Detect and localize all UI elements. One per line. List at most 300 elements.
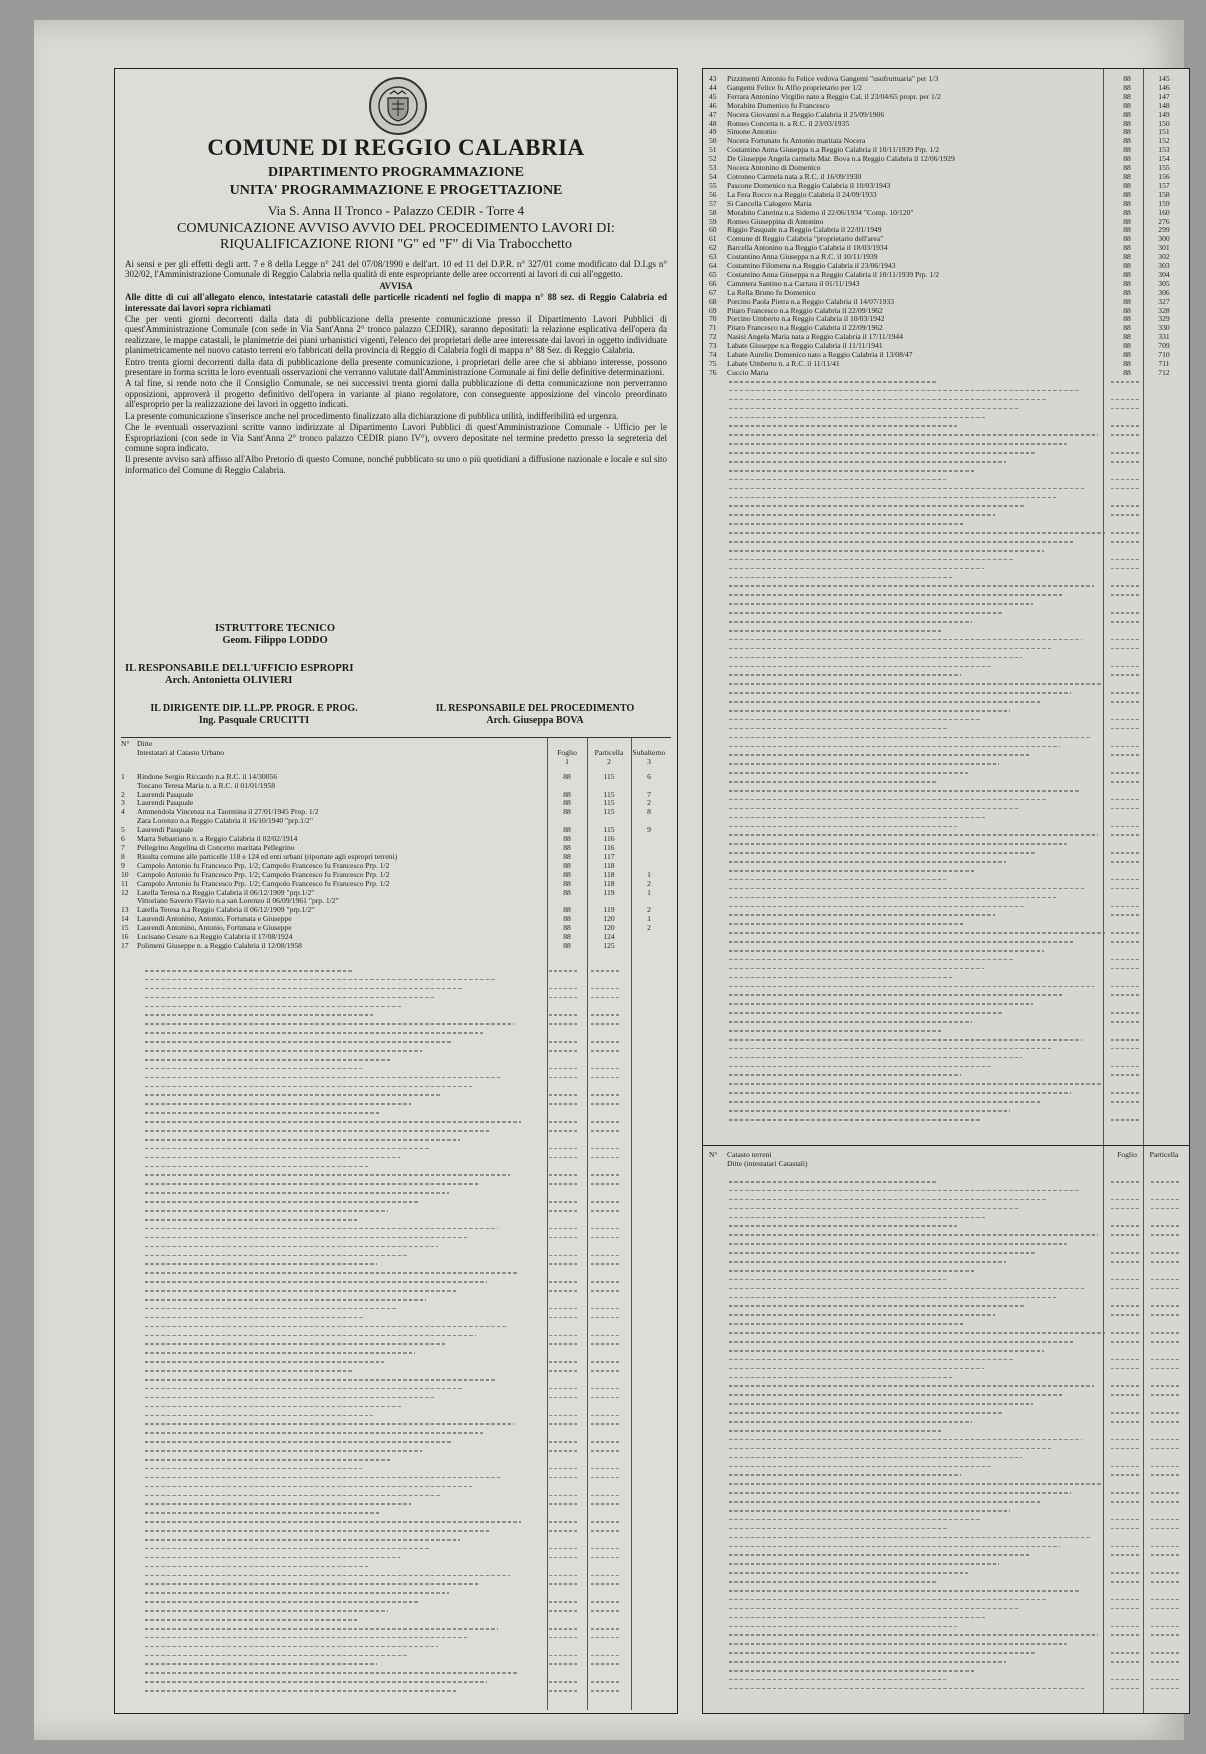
table-cell: 88 [563,860,571,870]
illegible-rows [145,970,525,1706]
table-cell: 75 [709,359,717,368]
table-cell: 88 [563,932,571,942]
table-cell: 88 [1123,163,1131,173]
table-cell: 73 [709,341,717,351]
table-cell: Ferrara Antonino Virgilio nato a Reggio Cal. il 23/04/65 propr. per 1/2 [727,92,941,101]
avvisa-heading: AVVISA [379,280,413,291]
table-cell: 157 [1158,180,1170,190]
table-cell: Morabito Caterina n.a Siderno il 22/06/1934 "Comp. 10/120" [727,208,914,217]
table-cell: 2 [647,798,651,808]
table-row [709,262,1183,271]
table-cell: 6 [121,834,125,844]
table-cell: 88 [1123,216,1131,226]
table-cell: Laurendi Antonino, Antonio, Fortunata e Giuseppe [137,924,292,933]
table-cell: 88 [1123,359,1131,368]
table-row [121,773,671,782]
table-cell: 88 [1123,154,1131,164]
table-row [709,307,1183,316]
table-divider [703,1145,1189,1146]
table-cell: Campolo Antonio fu Francesco Prp. 1/2; Campolo Francesco fu Francesco Prp. 1/2 [137,879,390,888]
table-cell: 60 [709,225,717,235]
table-cell: 88 [1123,198,1131,208]
table-cell: Marra Sebastiano n. a Reggio Calabria il 02/02/1914 [137,835,298,844]
table-cell [631,844,667,853]
table-cell: Vittoriano Saverio Flavio n.a san Lorenzo il 06/09/1961 "prp. 1/2" [137,897,339,906]
table-cell: 158 [1158,189,1170,199]
table-cell: 56 [709,189,717,199]
table-cell: 159 [1158,198,1170,208]
catasto-urbano-table [121,737,671,1710]
table-cell: 88 [1123,207,1131,217]
table-cell: 88 [1123,296,1131,306]
table-cell: Pellegrino Angelina di Concetto maritata Pellegrino [137,843,295,852]
table-cell: Pitaro Francesco n.a Reggio Calabria il 22/09/1962 [727,324,883,333]
table-cell: 88 [1123,278,1131,288]
table-cell: 88 [1123,171,1131,181]
table-cell: 2 [647,923,651,933]
table-cell: 156 [1158,171,1170,181]
espropri-signature: IL RESPONSABILE DELL'UFFICIO ESPROPRI Arch. Antonietta OLIVIERI [125,663,354,686]
table-cell: 48 [709,118,717,128]
table-cell: 88 [563,851,571,861]
table-cell: 152 [1158,136,1170,146]
table-cell: 1 [121,771,125,781]
table-cell: 2 [647,878,651,888]
table-cell: 53 [709,163,717,173]
table-cell: 88 [563,905,571,915]
table-row [709,155,1183,164]
table-cell: 115 [603,789,615,799]
table-row [709,93,1183,102]
table-row [709,226,1183,235]
table-cell: 10 [121,869,129,879]
table-cell: Cammera Santino n.a Carrara il 01/11/1943 [727,279,860,288]
illegible-rows [729,1181,1109,1707]
table-cell: 15 [121,923,129,933]
table-cell: 125 [603,940,615,950]
table-cell: 62 [709,243,717,253]
table-cell: 88 [1123,145,1131,155]
table-cell: 88 [1123,350,1131,360]
table-row [121,826,671,835]
intro-paragraph: Ai sensi e per gli effetti degli artt. 7 e 8 della Legge n° 241 del 07/08/1990 e dell'art. 10 ed 11 del D.P.R. n° 327/01 come modificato dal D.Lgs n° 302/02, l'Amministrazione Comunale di Reggio Calabria nella qualità di ente espropriante delle aree occorrenti ai lavori di cui all'oggetto. [125,259,667,280]
dirigente-signature: IL DIRIGENTE DIP. LL.PP. PROGR. E PROG. Ing. Pasquale CRUCITTI [150,703,358,726]
table-cell: 64 [709,261,717,271]
table-cell: 117 [603,851,615,861]
recipients-paragraph: Alle ditte di cui all'allegato elenco, intestatarie catastali delle particelle ricadenti nel foglio di mappa n° 88 sez. di Reggio Calabria ed interessate dai lavori sopra richiamati [125,292,667,313]
table-cell: Pitaro Francesco n.a Reggio Calabria il 22/09/1962 [727,306,883,315]
table-cell: Costantino Anna Giuseppa n.a Reggio Calabria il 10/11/1939 Prp. 1/2 [727,146,940,155]
table-cell: 46 [709,100,717,110]
table-cell: Cuccio Maria [727,368,769,377]
table-cell: 88 [563,842,571,852]
table-row [709,369,1183,378]
office-address: Via S. Anna II Tronco - Palazzo CEDIR - Torre 4 [267,203,525,218]
table-cell: 88 [1123,367,1131,377]
table-row [709,324,1183,333]
table-cell: 118 [603,860,615,870]
table-row [121,862,671,871]
table-cell: 115 [603,807,615,817]
table-cell: 71 [709,323,717,333]
table-cell: 17 [121,940,129,950]
table-row [121,924,671,933]
table-cell: 115 [603,798,615,808]
table-cell: 88 [1123,252,1131,262]
table-row [709,137,1183,146]
table-cell: 150 [1158,118,1170,128]
table-cell: Gangemi Felice fu Alfio proprietario per 1/2 [727,83,862,92]
table-cell: 120 [603,923,615,933]
table-cell: 115 [603,771,615,781]
table-cell: 88 [563,798,571,808]
table-row [709,244,1183,253]
department-title: DIPARTIMENTO PROGRAMMAZIONE [267,165,525,180]
page-title: COMUNE DI REGGIO CALABRIA [207,135,585,160]
newspaper-sheet [34,20,1184,1740]
table-cell: Romeo Giuseppina di Antonino [727,217,824,226]
table-cell: 149 [1158,109,1170,119]
right-table-body [709,75,1183,378]
table-cell: 328 [1158,305,1170,315]
table-cell: 88 [1123,323,1131,333]
table-cell: Labate Giuseppe n.a Reggio Calabria il 11/11/1941 [727,342,883,351]
table-cell: 1 [647,887,651,897]
table-row [709,298,1183,307]
table-cell: 88 [563,807,571,817]
table-cell: 118 [603,878,615,888]
table-cell: 331 [1158,332,1170,342]
table-cell: Barcella Antonino n.a Reggio Calabria il 18/03/1934 [727,244,888,253]
table-cell: Romeo Concetta n. a R.C. il 23/03/1935 [727,119,850,128]
table-row [709,280,1183,289]
table-cell: Laurendi Pasquale [137,826,194,835]
table-row [709,360,1183,369]
table-cell: 151 [1158,127,1170,137]
table-row [709,84,1183,93]
table-row [709,253,1183,262]
table-cell: 116 [603,842,615,852]
table-cell: Campolo Antonio fu Francesco Prp. 1/2; Campolo Francesco fu Francesco Prp. 1/2 [137,861,390,870]
table-cell: 299 [1158,225,1170,235]
table-cell: Nocera Giovanni n.a Reggio Calabria il 25/09/1906 [727,110,885,119]
table-cell: 147 [1158,91,1170,101]
table-cell: Ammendola Vincenza n.a Taormina il 27/01/1945 Prop. 1/2 [137,808,319,817]
table-cell: 88 [1123,234,1131,244]
table-cell: 44 [709,82,717,92]
table-row [709,200,1183,209]
table-cell: 118 [603,869,615,879]
table-cell: Nocera Antonino di Domenico [727,164,821,173]
table-row [709,333,1183,342]
table-cell: Nasisi Angela Maria nata a Reggio Calabria il 17/11/1944 [727,333,904,342]
table-cell: 88 [1123,261,1131,271]
table-cell: 74 [709,350,717,360]
table-cell: Labate Aurelio Domenico nato a Reggio Calabria il 13/08/47 [727,351,913,360]
table-cell: 88 [1123,189,1131,199]
table-cell: 1 [647,914,651,924]
table-row [709,315,1183,324]
table-cell: Costantino Anna Giuseppa n.a R.C. il 10/11/1939 [727,253,878,262]
table-cell: 88 [563,940,571,950]
table-cell: 88 [1123,100,1131,110]
table-cell: 88 [563,887,571,897]
table-row [709,182,1183,191]
table-cell: 302 [1158,252,1170,262]
table-cell: Pascone Domenico n.a Reggio Calabria il 10/03/1943 [727,181,891,190]
table-row [121,897,671,906]
table-cell: Cotroneo Carmela nata a R.C. il 16/09/1930 [727,172,862,181]
table-row [121,853,671,862]
illegible-rows [729,381,1109,1141]
table-row [121,817,671,826]
table-cell: 9 [121,860,125,870]
table-row [121,844,671,853]
table-row [709,191,1183,200]
table-row [121,933,671,942]
table-cell: 67 [709,287,717,297]
table-row [121,791,671,800]
table-cell: 119 [603,905,615,915]
table-cell: 58 [709,207,717,217]
table-cell: 116 [603,834,615,844]
table-cell: 8 [647,807,651,817]
istruttore-signature: ISTRUTTORE TECNICO Geom. Filippo LODDO [214,623,336,646]
table-cell: 54 [709,171,717,181]
table-cell: Polimeni Giuseppe n. a Reggio Calabria il 12/08/1958 [137,941,302,950]
table-row [709,342,1183,351]
table-cell: Riggio Pasquale n.a Reggio Calabria il 22/01/1949 [727,226,882,235]
table-row [709,173,1183,182]
table-cell: 14 [121,914,129,924]
table-cell: 88 [1123,118,1131,128]
notice-column [114,68,678,1714]
catasto-terreni-header: N° Catasto terreni Foglio Particella Ditte (intestatari Catastali) [709,1151,1179,1168]
table-cell: 5 [121,825,125,835]
table-cell: 88 [1123,314,1131,324]
table-row [121,880,671,889]
table-row [709,271,1183,280]
table-row [709,146,1183,155]
table-cell: 11 [121,878,129,888]
table-row [709,351,1183,360]
municipal-crest-icon [369,77,427,135]
table-cell: Morabito Domenico fu Francesco [727,101,830,110]
table-row [709,75,1183,84]
table-cell: 8 [121,851,125,861]
table-cell: 88 [563,834,571,844]
table-cell: 52 [709,154,717,164]
table-cell: Costantino Anna Giuseppa n.a Reggio Calabria il 10/11/1939 Prp. 1/2 [727,270,940,279]
table-cell: 13 [121,905,129,915]
table-row [121,871,671,880]
publication-paragraph: Il presente avviso sarà affisso all'Albo Pretorio di questo Comune, nonché pubblicato su uno o più quotidiani a diffusione nazionale e locale e sul sito informatico del Comune di Reggio Calabria. [125,454,667,475]
table-cell: 88 [1123,75,1131,83]
table-cell: 88 [1123,127,1131,137]
table-cell: Porcino Umberto n.a Reggio Calabria il 10/03/1942 [727,315,885,324]
table-cell: 88 [1123,180,1131,190]
table-cell: Pizzimenti Antonio fu Felice vedova Gangemi "usufruttuaria" per 1/3 [727,75,939,83]
table-cell: Lucisano Cesare n.a Reggio Calabria il 17/08/1924 [137,933,293,942]
table-cell: 146 [1158,82,1170,92]
table-cell: 154 [1158,154,1170,164]
table-row [709,235,1183,244]
table-cell: 76 [709,367,717,377]
table-cell: 9 [647,825,651,835]
table-cell: 88 [563,869,571,879]
table-cell: 88 [1123,332,1131,342]
table-cell: Zara Lorenzo n.a Reggio Calabria il 16/10/1940 "prp.1/2" [137,817,313,826]
table-cell: 3 [121,798,125,808]
table-cell: 65 [709,269,717,279]
table-row [709,102,1183,111]
table-cell: 709 [1158,341,1170,351]
table-cell: 7 [647,789,651,799]
table-header: N° Ditte [121,739,153,748]
unit-title: UNITA' PROGRAMMAZIONE E PROGETTAZIONE [229,183,563,198]
table-cell: 72 [709,332,717,342]
table-cell: 115 [603,825,615,835]
table-cell: 88 [1123,341,1131,351]
table-cell: Latella Teresa n.a Reggio Calabria il 06/12/1909 "prp.1/2" [137,888,315,897]
table-cell: 88 [563,923,571,933]
table-cell: 329 [1158,314,1170,324]
notice-body [125,259,667,643]
table-cell: Labate Umberto n. a R.C. il 11/11/41 [727,360,840,368]
table-row [709,128,1183,137]
table-cell: 300 [1158,234,1170,244]
table-header-numbers: 1 2 3 [565,756,651,766]
table-cell: 88 [1123,243,1131,253]
table-row [121,835,671,844]
table-cell: 2 [121,789,125,799]
table-cell: 155 [1158,163,1170,173]
table-cell: Simone Antonio [727,128,777,137]
table-cell: La Rella Bruno fu Domenico [727,288,816,297]
table-cell: La Fera Rocco n.a Reggio Calabria il 24/09/1933 [727,190,877,199]
table-row [709,164,1183,173]
table-cell: 88 [563,771,571,781]
council-paragraph: A tal fine, si rende noto che il Consiglio Comunale, se nei successivi trenta giorni dalla pubblicazione di detta comunicazione non perverranno opposizioni, approverà il progetto definitivo dell'opera in variante al piano regolatore, con conseguente apposizione del vincolo preordinato all'esproprio per la realizzazione dei lavori in oggetto indicati. [125,378,667,410]
table-cell: 145 [1158,75,1170,83]
table-body [121,773,671,951]
table-cell: 160 [1158,207,1170,217]
table-cell: 119 [603,887,615,897]
table-cell: 1 [647,869,651,879]
table-cell: 88 [1123,82,1131,92]
deposit-paragraph: Che per venti giorni decorrenti dalla data di pubblicazione della presente comunicazione presso il Dipartimento Lavori Pubblici di quest'Amministrazione Comunale (con sede in Via Sant'Anna 2° tronco palazzo CEDIR), saranno depositati: la relazione esplicativa dell'opera da realizzare, le mappe catastali, le planimetrie dei piani urbanistici vigenti, l'elenco dei proprietari delle aree interessate dai lavori in oggetto individuate planimetricamente nel nuovo catasto terreni e/o fabbricati della provincia di Reggio di Calabria fogli di mappa n° 88 Sez. di Reggio Calabria. [125,314,667,356]
table-header-sub: Intestatari al Catasto Urbano Foglio Particella Subalterno [137,747,666,757]
table-row [709,289,1183,298]
table-row [121,782,671,791]
table-cell: 711 [1158,359,1170,368]
table-row [709,209,1183,218]
table-cell: 55 [709,180,717,190]
table-cell: 148 [1158,100,1170,110]
table-cell: Laurendi Antonino, Antonio, Fortunata e Giuseppe [137,915,292,924]
table-cell: Si Cancella Calogero Maria [727,199,812,208]
table-cell: 710 [1158,350,1170,360]
table-cell: 68 [709,296,717,306]
table-cell: 88 [563,914,571,924]
table-row [121,942,671,951]
table-cell: Campolo Antonio fu Francesco Prp. 1/2; Campolo Francesco fu Francesco Prp. 1/2 [137,870,390,879]
table-cell: 57 [709,198,717,208]
table-cell: Laurendi Pasquale [137,799,194,808]
table-cell: 4 [121,807,125,817]
table-row [121,799,671,808]
table-cell: 327 [1158,296,1170,306]
table-cell: 12 [121,887,129,897]
table-cell: Nocera Fortunato fu Antonio maritata Nocera [727,137,866,146]
subject-line-1: COMUNICAZIONE AVVISO AVVIO DEL PROCEDIMENTO LAVORI DI: [177,221,615,236]
table-cell: 50 [709,136,717,146]
table-cell: 59 [709,216,717,226]
table-cell [631,942,667,951]
table-cell: 124 [603,932,615,942]
table-cell: 51 [709,145,717,155]
table-cell [631,853,667,862]
table-cell: 63 [709,252,717,262]
table-cell: 303 [1158,261,1170,271]
table-cell: 276 [1158,216,1170,226]
table-cell: Porcino Paola Pietra n.a Reggio Calabria il 14/07/1933 [727,297,895,306]
table-cell: 330 [1158,323,1170,333]
table-cell: 61 [709,234,717,244]
table-row [121,906,671,915]
table-cell: 70 [709,314,717,324]
table-cell [631,933,667,942]
table-cell: 88 [563,878,571,888]
table-cell: 305 [1158,278,1170,288]
table-cell: 47 [709,109,717,119]
table-cell: 88 [1123,136,1131,146]
address-paragraph: Che le eventuali osservazioni scritte vanno indirizzate al Dipartimento Lavori Pubblici di quest'Amministrazione Comunale - Ufficio per le Espropriazioni (con sede in Via Sant'Anna 2° tronco palazzo CEDIR piano IV°), ovvero depositate nel termine predetto presso la segreteria del comune sopra indicato. [125,422,667,453]
table-cell: 712 [1158,367,1170,377]
table-cell: Costantino Filomena n.a Reggio Calabria il 23/06/1943 [727,262,896,271]
procedimento-signature: IL RESPONSABILE DEL PROCEDIMENTO Arch. Giuseppa BOVA [435,703,635,726]
table-row [121,808,671,817]
table-cell: Rindone Sergio Riccardo n.a R.C. il 14/30056 [137,772,278,781]
table-cell: Comune di Reggio Calabria "proprietario dell'area" [727,235,884,244]
table-cell: 88 [1123,269,1131,279]
table-cell: 66 [709,278,717,288]
table-cell: 45 [709,91,717,101]
table-cell: Laurendi Pasquale [137,790,194,799]
ditte-column [702,68,1190,1714]
table-cell: 7 [121,842,125,852]
table-row [121,915,671,924]
table-cell [631,835,667,844]
table-cell: Risulta comune alle particelle 118 e 124 ed enti urbani (riportate agli espropri terreni) [137,852,398,861]
table-cell: 88 [563,825,571,835]
utility-paragraph: La presente comunicazione s'inserisce anche nel procedimento finalizzato alla dichiarazione di pubblica utilità, indifferibilità ed urgenza. [125,410,619,421]
table-cell: 49 [709,127,717,137]
table-row [709,111,1183,120]
table-cell: 69 [709,305,717,315]
table-cell: 2 [647,905,651,915]
table-cell: 43 [709,75,717,83]
table-cell: De Giuseppe Angela carmela Mar. Bova n.a Reggio Calabria il 12/06/1929 [727,155,955,164]
table-cell: 304 [1158,269,1170,279]
table-cell: 301 [1158,243,1170,253]
table-cell: 306 [1158,287,1170,297]
table-row [121,889,671,898]
table-cell: Latella Teresa n.a Reggio Calabria il 06/12/1909 "prp.1/2" [137,906,315,915]
table-cell: 88 [1123,225,1131,235]
table-cell: 88 [1123,109,1131,119]
table-cell: 88 [1123,305,1131,315]
